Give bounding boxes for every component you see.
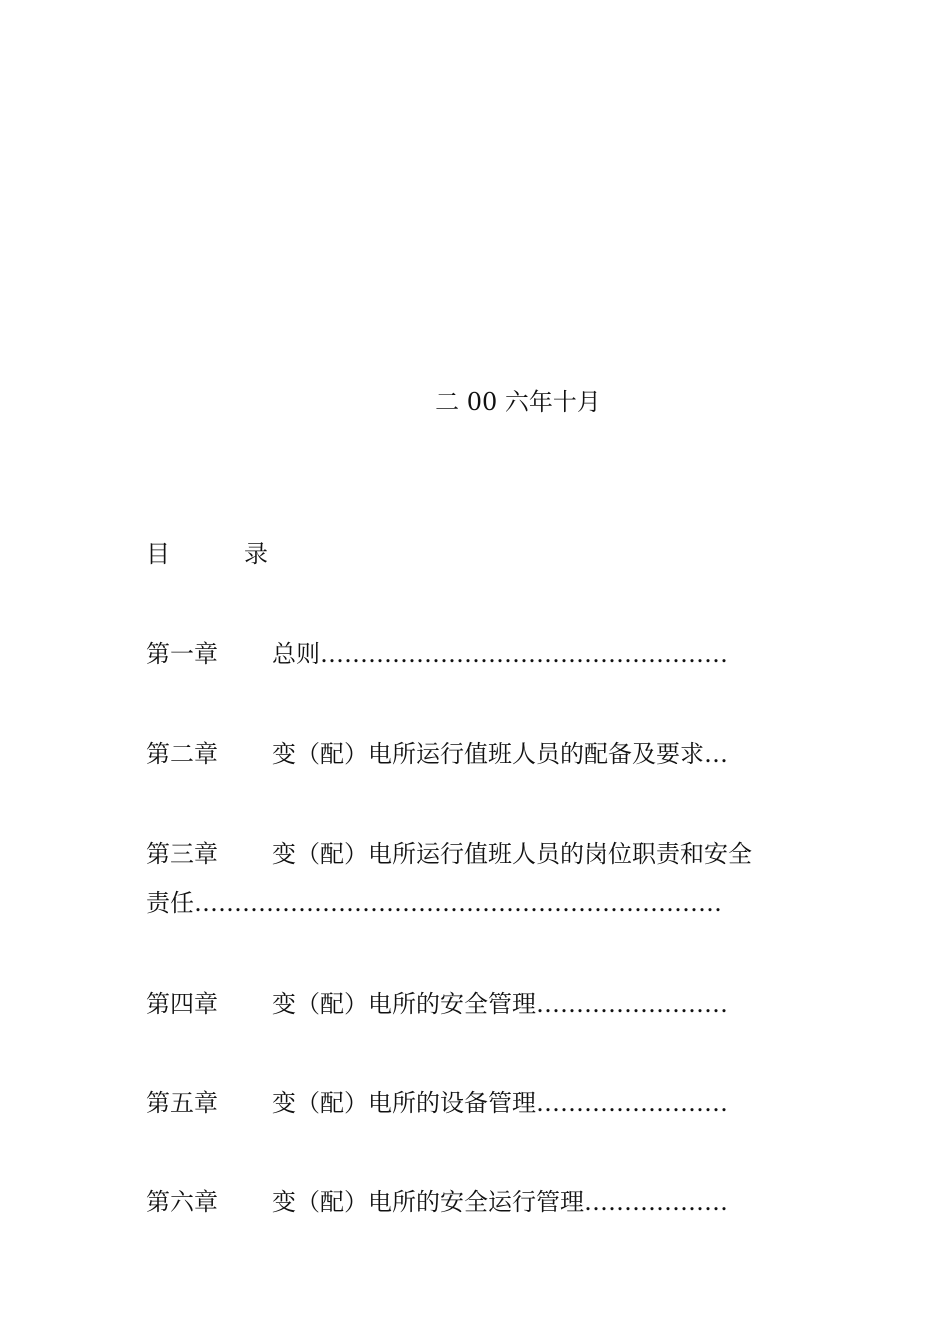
toc-entry-text: 变（配）电所的设备管理…………………… xyxy=(272,1089,728,1117)
toc-entry-chapter: 第一章 xyxy=(146,640,218,668)
toc-entry-chapter: 第三章 xyxy=(146,840,218,868)
toc-entry-4[interactable] xyxy=(146,984,728,1019)
toc-entry-text: 变（配）电所的安全运行管理……………… xyxy=(272,1188,728,1216)
toc-entry-1[interactable] xyxy=(146,634,728,669)
toc-entry-2[interactable] xyxy=(146,734,728,769)
toc-entry-chapter: 第五章 xyxy=(146,1089,218,1117)
toc-heading-right: 录 xyxy=(244,540,268,568)
toc-entry-text-continued: 责任………………………………………………………… xyxy=(146,889,722,917)
toc-entry-text: 变（配）电所运行值班人员的配备及要求… xyxy=(272,740,728,768)
toc-heading-left: 目 xyxy=(146,540,170,568)
toc-entry-5[interactable] xyxy=(146,1083,728,1118)
toc-entry-chapter: 第二章 xyxy=(146,740,218,768)
toc-entry-chapter: 第六章 xyxy=(146,1188,218,1216)
toc-entry-3[interactable] xyxy=(146,834,752,918)
document-date: 二 00 六年十月 xyxy=(435,388,601,416)
toc-entry-text: 总则…………………………………………… xyxy=(272,640,728,668)
toc-entry-chapter: 第四章 xyxy=(146,990,218,1018)
toc-entry-text: 变（配）电所的安全管理…………………… xyxy=(272,990,728,1018)
toc-entry-text: 变（配）电所运行值班人员的岗位职责和安全 xyxy=(272,840,752,868)
toc-entry-6[interactable] xyxy=(146,1182,728,1217)
toc-heading xyxy=(146,534,268,569)
